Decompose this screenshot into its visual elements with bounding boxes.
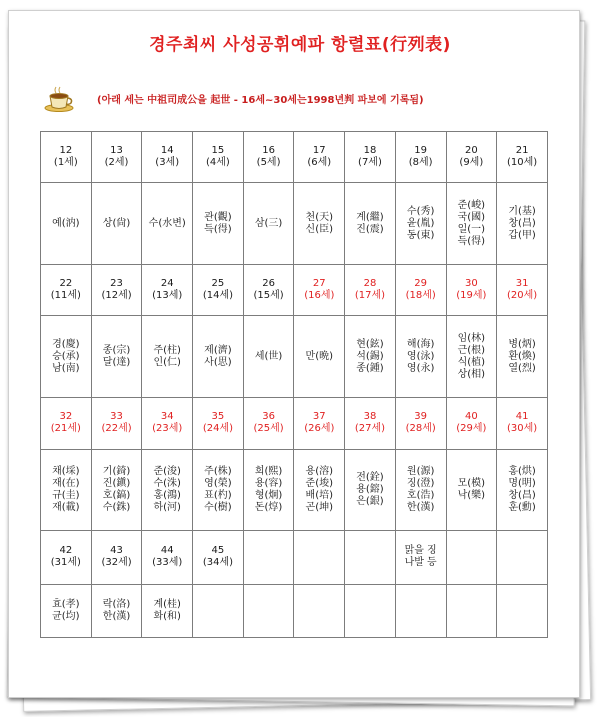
name-cell [497,183,548,265]
generation-label: 20 [464,145,478,157]
generation-label: (10세) [507,157,538,169]
generation-cell [243,132,294,183]
generation-label: 나발 등 [404,557,437,569]
generation-label: 42 [59,545,73,557]
name-character: 홍(烘) [508,465,536,477]
name-character: 석(錫) [356,350,384,362]
name-cell [91,584,142,637]
name-row [41,316,548,398]
name-cell [142,183,193,265]
generation-label: (2세) [104,157,129,169]
name-character: 규(圭) [52,489,80,501]
name-cell [91,449,142,531]
name-character: 경(慶) [52,338,80,350]
name-character: 기(錡) [102,465,131,477]
name-character: 형(炯) [254,489,283,501]
generation-label: (29세) [456,423,487,435]
name-character: 한(漢) [406,501,435,513]
name-cell [193,183,244,265]
generation-cell [243,265,294,316]
name-cell [193,316,244,398]
name-character: 제(濟) [204,344,232,356]
name-character: 열(烈) [508,362,536,374]
generation-cell [41,265,92,316]
name-character: 만(晩) [305,350,334,362]
generation-label: 14 [160,145,174,157]
name-character: 신(臣) [305,223,334,235]
generation-label: 13 [110,145,123,157]
name-character: 락(洛) [102,598,131,610]
name-character: 환(煥) [508,350,536,362]
generation-label: (26세) [304,423,335,435]
generation-cell [294,265,345,316]
name-character: 임(林) [457,332,486,344]
name-character: 승(承) [52,350,80,362]
generation-cell [243,398,294,449]
name-cell [345,584,396,637]
generation-cell [41,132,92,183]
name-cell [142,584,193,637]
name-character: 표(杓) [204,489,232,501]
name-character: 상(尙) [102,217,131,229]
name-character: 준(埈) [305,477,334,489]
generation-table [40,131,548,638]
generation-label: (12세) [101,290,132,302]
name-cell [395,449,446,531]
generation-cell [294,132,345,183]
generation-label: 25 [211,278,225,290]
name-character: 주(柱) [153,344,181,356]
generation-label: 12 [59,145,73,157]
name-character: 계(桂) [153,598,181,610]
name-character: 화(和) [153,610,181,622]
name-character: 준(峻) [457,199,486,211]
generation-cell [497,398,548,449]
generation-label: 43 [110,545,123,557]
generation-label: 45 [211,545,225,557]
name-character: 종(宗) [102,344,131,356]
name-character: 균(均) [52,610,80,622]
name-character: 수(洙) [153,477,181,489]
name-character: 사(思) [204,356,232,368]
name-row [41,584,548,637]
name-character: 효(孝) [52,598,80,610]
generation-cell [294,398,345,449]
generation-cell [193,265,244,316]
generation-label: 35 [211,411,225,423]
name-character: 상(相) [457,368,486,380]
name-row [41,183,548,265]
name-character: 식(植) [457,356,486,368]
generation-label: 21 [515,145,529,157]
generation-label: 27 [312,278,326,290]
generation-cell [395,265,446,316]
generation-label: (30세) [507,423,538,435]
generation-label: 36 [262,411,275,423]
generation-cell [345,132,396,183]
name-character: 영(泳) [406,350,435,362]
generation-row [41,132,548,183]
name-character: 관(觀) [204,211,232,223]
name-cell [345,183,396,265]
generation-cell [446,398,497,449]
name-character: 명(明) [508,477,536,489]
name-character: 용(鎔) [356,483,384,495]
generation-label: 18 [363,145,377,157]
generation-cell [142,531,193,584]
name-character: 계(繼) [356,211,384,223]
generation-cell [193,132,244,183]
generation-label: 34 [160,411,174,423]
generation-cell [193,531,244,584]
name-character: 창(昌) [508,217,536,229]
name-cell [294,316,345,398]
name-cell [446,449,497,531]
generation-cell [395,132,446,183]
header-note: (아래 세는 中祖司成公을 起世 - 16세~30세는1998년判 파보에 기록됨) [97,95,424,106]
name-cell [395,584,446,637]
generation-cell [446,265,497,316]
name-cell [41,584,92,637]
name-cell [395,183,446,265]
generation-cell [243,531,294,584]
name-character: 병(炳) [508,338,536,350]
name-character: 인(仁) [153,356,181,368]
generation-cell [345,265,396,316]
coffee-cup-icon [44,86,74,112]
generation-cell [91,132,142,183]
generation-label: (1세) [53,157,78,169]
name-cell [142,316,193,398]
name-character: 전(銓) [356,471,384,483]
generation-cell [497,531,548,584]
generation-label: 37 [312,411,326,423]
name-character: 남(南) [52,362,80,374]
name-character: 수(銖) [102,501,131,513]
generation-cell [395,398,446,449]
name-cell [497,449,548,531]
name-character: 근(根) [457,344,486,356]
generation-label: (13세) [152,290,183,302]
name-character: 주(株) [204,465,232,477]
generation-label: 29 [414,278,428,290]
generation-cell [345,531,396,584]
name-cell [41,316,92,398]
generation-label: (3세) [155,157,180,169]
name-cell [243,183,294,265]
name-cell [243,316,294,398]
name-character: 수(秀) [406,205,435,217]
name-character: 창(昌) [508,489,536,501]
name-cell [446,183,497,265]
generation-label: (6세) [307,157,332,169]
generation-label: 31 [515,278,529,290]
name-character: 원(源) [406,465,435,477]
name-character: 채(埰) [52,465,80,477]
generation-label: 22 [59,278,73,290]
generation-label: 40 [464,411,478,423]
name-character: 진(鎭) [102,477,131,489]
generation-row [41,531,548,584]
generation-label: (9세) [459,157,484,169]
name-cell [91,316,142,398]
name-character: 모(模) [457,477,486,489]
name-character: 수(樹) [204,501,232,513]
name-cell [294,183,345,265]
name-character: 영(永) [406,362,435,374]
name-character: 호(浩) [406,489,435,501]
name-character: 천(天) [305,211,334,223]
name-character: 돈(焞) [254,501,283,513]
name-character: 배(培) [305,489,334,501]
generation-cell [41,398,92,449]
generation-label: 30 [464,278,478,290]
name-character: 준(浚) [153,465,181,477]
generation-cell [142,132,193,183]
name-character: 국(國) [457,211,486,223]
generation-label: 33 [110,411,123,423]
name-cell [294,584,345,637]
name-cell [193,449,244,531]
name-character: 해(海) [406,338,435,350]
name-character: 현(鉉) [356,338,384,350]
generation-label: 38 [363,411,377,423]
name-character: 희(熙) [254,465,283,477]
generation-label: 맑을 징 [404,545,437,557]
generation-label: 44 [160,545,174,557]
name-character: 윤(胤) [406,217,435,229]
generation-label: (24세) [202,423,233,435]
generation-label: 41 [515,411,529,423]
generation-label: 26 [262,278,275,290]
name-character: 훈(勳) [508,501,536,513]
name-character: 갑(甲) [508,229,536,241]
name-character: 재(載) [52,501,80,513]
generation-label: (11세) [50,290,81,302]
generation-label: (15세) [253,290,284,302]
name-character: 낙(樂) [457,489,486,501]
name-character: 달(達) [102,356,131,368]
generation-label: (8세) [408,157,433,169]
name-character: 은(銀) [356,495,384,507]
name-character: 홍(鴻) [153,489,181,501]
generation-label: (7세) [358,157,382,169]
generation-row [41,265,548,316]
name-character: 득(得) [204,223,232,235]
name-character: 영(榮) [204,477,232,489]
name-cell [142,449,193,531]
generation-label: 28 [363,278,377,290]
generation-label: (33세) [152,557,183,569]
name-cell [497,584,548,637]
generation-label: (22세) [101,423,132,435]
generation-label: (34세) [202,557,233,569]
name-character: 일(一) [457,223,486,235]
name-character: 수(水변) [148,217,186,229]
name-character: 한(漢) [102,610,131,622]
generation-label: (31세) [50,557,81,569]
name-cell [446,316,497,398]
generation-label: (17세) [354,290,386,302]
name-cell [345,449,396,531]
generation-label: (18세) [405,290,436,302]
generation-label: 17 [312,145,326,157]
generation-cell [91,531,142,584]
generation-label: (20세) [507,290,538,302]
name-cell [91,183,142,265]
generation-row [41,398,548,449]
generation-label: 39 [414,411,428,423]
generation-label: (21세) [50,423,81,435]
name-character: 진(震) [356,223,384,235]
generation-label: 19 [414,145,428,157]
name-cell [243,584,294,637]
name-character: 곤(坤) [305,501,334,513]
name-character: 호(鎬) [102,489,131,501]
generation-label: (4세) [205,157,230,169]
generation-cell [345,398,396,449]
name-character: 하(河) [153,501,181,513]
generation-label: (16세) [304,290,335,302]
generation-label: (28세) [405,423,436,435]
generation-label: 23 [110,278,123,290]
generation-cell [395,531,446,584]
name-cell [294,449,345,531]
name-character: 기(基) [508,205,536,217]
name-cell [41,183,92,265]
generation-label: (25세) [253,423,284,435]
name-character: 종(鍾) [356,362,384,374]
generation-label: (19세) [456,290,487,302]
generation-cell [142,398,193,449]
generation-cell [294,531,345,584]
name-character: 용(容) [254,477,283,489]
name-cell [446,584,497,637]
name-cell [395,316,446,398]
name-character: 세(世) [254,350,283,362]
generation-cell [446,132,497,183]
generation-label: 15 [211,145,225,157]
generation-label: (23세) [152,423,183,435]
generation-label: (27세) [354,423,386,435]
name-character: 징(澄) [406,477,435,489]
generation-label: (5세) [256,157,281,169]
page-title: 경주최씨 사성공휘예파 항렬표(行列表) [149,35,451,55]
generation-cell [193,398,244,449]
generation-cell [91,398,142,449]
name-character: 삼(三) [254,217,283,229]
name-character: 득(得) [457,235,486,247]
generation-label: 32 [59,411,73,423]
generation-label: (14세) [202,290,233,302]
name-cell [497,316,548,398]
name-cell [41,449,92,531]
name-character: 용(溶) [305,465,334,477]
generation-label: (32세) [101,557,132,569]
name-character: 예(汭) [52,217,80,229]
name-character: 재(在) [52,477,80,489]
name-cell [243,449,294,531]
name-row [41,449,548,531]
generation-cell [41,531,92,584]
name-character: 동(東) [406,229,435,241]
generation-cell [497,265,548,316]
name-cell [345,316,396,398]
generation-cell [91,265,142,316]
generation-cell [446,531,497,584]
generation-cell [142,265,193,316]
generation-cell [497,132,548,183]
name-cell [193,584,244,637]
generation-label: 16 [262,145,275,157]
generation-label: 24 [160,278,174,290]
